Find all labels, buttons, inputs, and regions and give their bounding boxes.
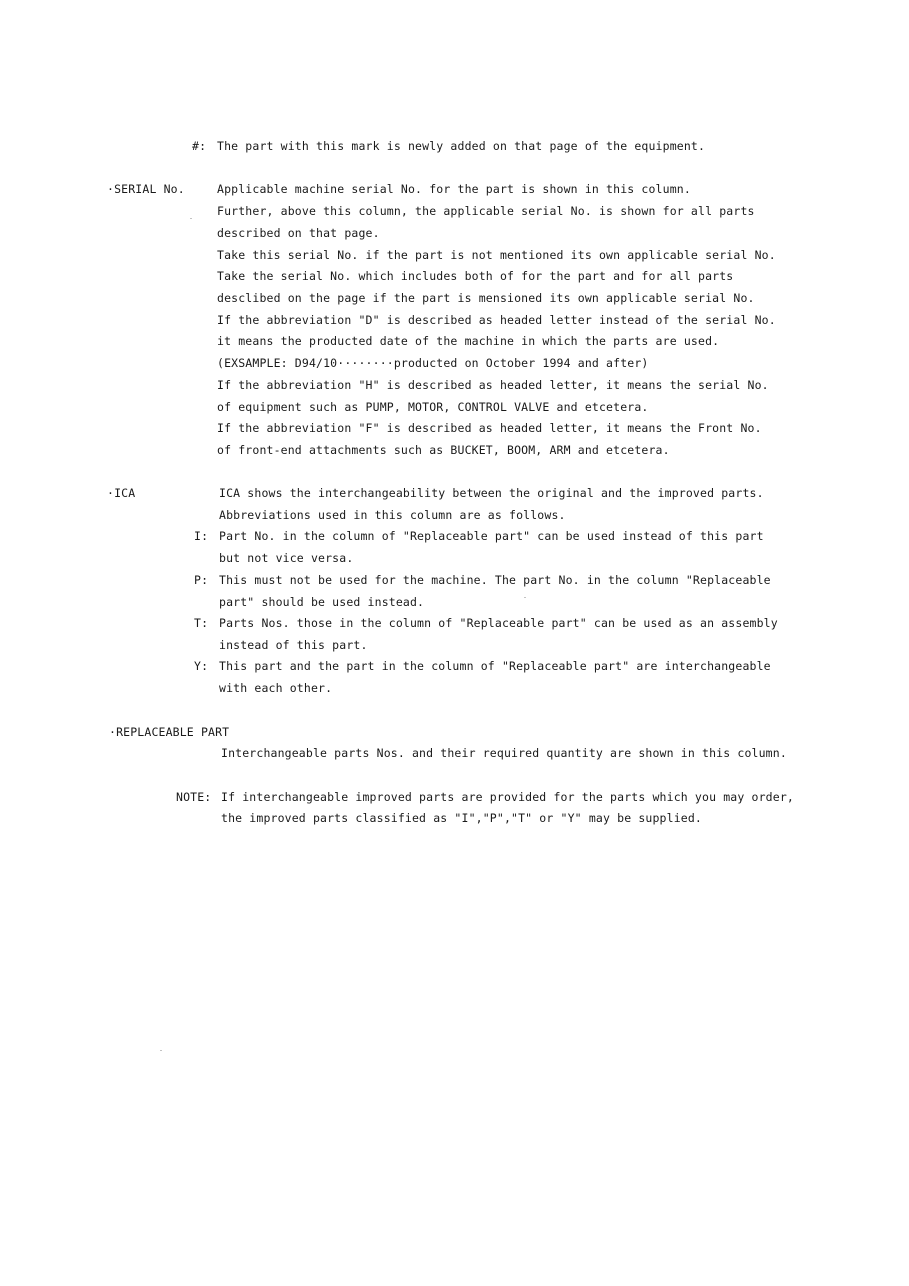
serial-line: (EXSAMPLE: D94/10········producted on October 1994 and after) [217,356,649,370]
serial-line: If the abbreviation "F" is described as headed letter, it means the Front No. [217,421,762,435]
note-line: the improved parts classified as "I","P","T" or "Y" may be supplied. [221,811,703,825]
note-label: NOTE: [176,790,212,804]
scan-speck [190,218,192,219]
ica-item-line: with each other. [219,681,333,695]
hash-note-text: The part with this mark is newly added on that page of the equipment. [217,139,706,153]
serial-line: Further, above this column, the applicable serial No. is shown for all parts [217,204,755,218]
ica-item-line: instead of this part. [219,638,368,652]
ica-item-line: Part No. in the column of "Replaceable part" can be used instead of this part [219,529,764,543]
ica-item-line: part" should be used instead. [219,595,425,609]
serial-line: desclibed on the page if the part is mensioned its own applicable serial No. [217,291,755,305]
serial-line: If the abbreviation "H" is described as headed letter, it means the serial No. [217,378,769,392]
ica-code: I: [194,529,209,543]
ica-code: P: [194,573,209,587]
serial-line: of equipment such as PUMP, MOTOR, CONTROL VALVE and etcetera. [217,400,649,414]
serial-line: If the abbreviation "D" is described as headed letter instead of the serial No. [217,313,776,327]
ica-item-line: but not vice versa. [219,551,354,565]
ica-line: Abbreviations used in this column are as follows. [219,508,566,522]
ica-heading: ·ICA [107,486,136,500]
ica-code: T: [194,616,209,630]
ica-item-line: This part and the part in the column of "Replaceable part" are interchangeable [219,659,771,673]
ica-code: Y: [194,659,209,673]
serial-line: Take this serial No. if the part is not mentioned its own applicable serial No. [217,248,776,262]
scan-speck [524,597,526,598]
ica-line: ICA shows the interchangeability between the original and the improved parts. [219,486,764,500]
serial-line: described on that page. [217,226,380,240]
serial-line: it means the producted date of the machine in which the parts are used. [217,334,720,348]
serial-heading: ·SERIAL No. [107,182,185,196]
replaceable-text: Interchangeable parts Nos. and their required quantity are shown in this column. [221,746,787,760]
serial-line: of front-end attachments such as BUCKET, BOOM, ARM and etcetera. [217,443,670,457]
note-line: If interchangeable improved parts are provided for the parts which you may order, [221,790,794,804]
serial-line: Applicable machine serial No. for the part is shown in this column. [217,182,691,196]
replaceable-heading: ·REPLACEABLE PART [109,725,230,739]
serial-line: Take the serial No. which includes both of for the part and for all parts [217,269,734,283]
scan-speck [160,1050,162,1051]
ica-item-line: This must not be used for the machine. The part No. in the column "Replaceable [219,573,771,587]
hash-mark: #: [192,139,207,153]
ica-item-line: Parts Nos. those in the column of "Replaceable part" can be used as an assembly [219,616,778,630]
